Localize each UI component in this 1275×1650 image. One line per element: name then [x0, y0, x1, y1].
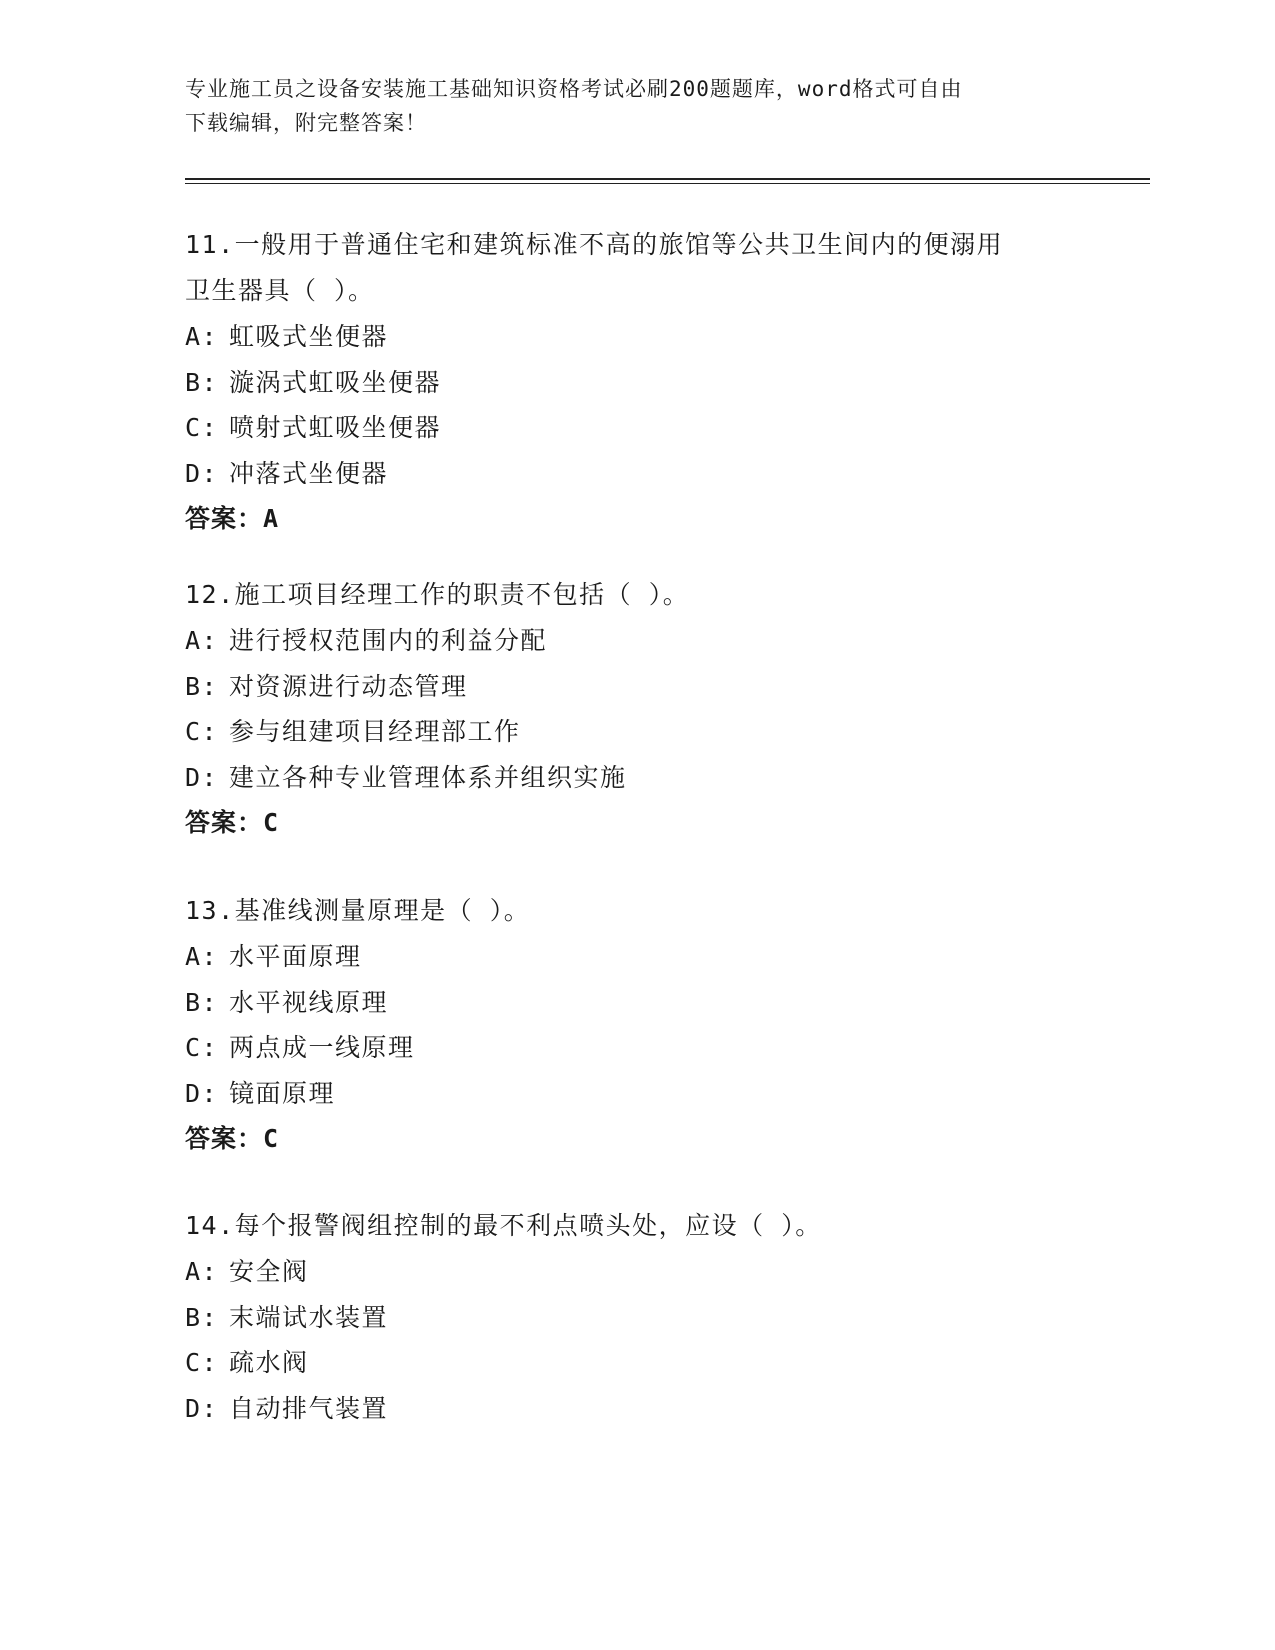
option-text: 虹吸式坐便器: [229, 322, 389, 351]
option-text: 冲落式坐便器: [229, 458, 389, 488]
option-b: [185, 360, 1085, 406]
option-c: [185, 1025, 1085, 1071]
option-key: B:: [185, 671, 219, 701]
option-key: C:: [185, 717, 219, 746]
option-key: A:: [185, 1257, 219, 1286]
option-text: 漩涡式虹吸坐便器: [229, 367, 442, 397]
option-a: [185, 618, 1085, 664]
option-b: [185, 1295, 1085, 1341]
answer-value: C: [263, 808, 280, 837]
question-stem: 11.一般用于普通住宅和建筑标准不高的旅馆等公共卫生间内的便溺用: [185, 230, 1004, 259]
option-key: B:: [185, 1302, 219, 1332]
question-stem: 12.施工项目经理工作的职责不包括（ ）。: [185, 580, 690, 609]
option-key: A:: [185, 626, 219, 655]
option-text: 建立各种专业管理体系并组织实施: [229, 762, 627, 792]
option-text: 安全阀: [229, 1257, 309, 1286]
option-key: A:: [185, 942, 219, 971]
question-11: [185, 222, 1085, 542]
option-a: [185, 314, 1085, 360]
header-line-1: 专业施工员之设备安装施工基础知识资格考试必刷200题题库，word格式可自由: [185, 77, 963, 101]
option-a: [185, 1249, 1085, 1295]
header-line-2: 下载编辑，附完整答案！: [185, 111, 427, 135]
question-13: [185, 888, 1085, 1162]
option-a: [185, 934, 1085, 980]
answer-label: 答案：: [185, 1124, 264, 1153]
option-text: 水平面原理: [229, 942, 362, 971]
option-b: [185, 980, 1085, 1026]
answer-line: [185, 496, 1085, 542]
option-d: [185, 755, 1085, 801]
option-text: 镜面原理: [229, 1078, 336, 1108]
option-text: 末端试水装置: [229, 1302, 389, 1332]
question-stem-continued: 卫生器具（ ）。: [185, 276, 375, 305]
document-header: [185, 72, 1085, 140]
option-text: 进行授权范围内的利益分配: [229, 626, 548, 655]
option-text: 参与组建项目经理部工作: [229, 717, 521, 746]
option-d: [185, 1386, 1085, 1432]
option-b: [185, 664, 1085, 710]
question-14: [185, 1203, 1085, 1431]
question-stem: 13.基准线测量原理是（ ）。: [185, 896, 531, 925]
option-key: D:: [185, 1393, 219, 1423]
option-key: D:: [185, 1078, 219, 1108]
option-key: D:: [185, 762, 219, 792]
answer-label: 答案：: [185, 808, 264, 837]
option-text: 喷射式虹吸坐便器: [229, 413, 442, 442]
option-c: [185, 709, 1085, 755]
option-key: C:: [185, 1348, 219, 1377]
answer-value: C: [263, 1124, 280, 1153]
option-text: 水平视线原理: [229, 987, 389, 1017]
option-text: 疏水阀: [229, 1348, 309, 1377]
option-c: [185, 405, 1085, 451]
option-text: 自动排气装置: [229, 1393, 389, 1423]
option-key: B:: [185, 367, 219, 397]
option-key: C:: [185, 1033, 219, 1062]
question-stem: 14.每个报警阀组控制的最不利点喷头处，应设（ ）。: [185, 1211, 822, 1240]
header-divider-thick: [185, 178, 1150, 180]
option-key: A:: [185, 322, 219, 351]
option-key: D:: [185, 458, 219, 488]
answer-line: [185, 1116, 1085, 1162]
option-d: [185, 1071, 1085, 1117]
option-text: 两点成一线原理: [229, 1033, 415, 1062]
header-divider-thin: [185, 183, 1150, 184]
option-key: B:: [185, 987, 219, 1017]
question-12: [185, 572, 1085, 846]
answer-label: 答案：: [185, 504, 264, 533]
option-d: [185, 451, 1085, 497]
option-key: C:: [185, 413, 219, 442]
option-text: 对资源进行动态管理: [229, 671, 468, 701]
option-c: [185, 1340, 1085, 1386]
answer-line: [185, 800, 1085, 846]
answer-value: A: [263, 504, 280, 533]
